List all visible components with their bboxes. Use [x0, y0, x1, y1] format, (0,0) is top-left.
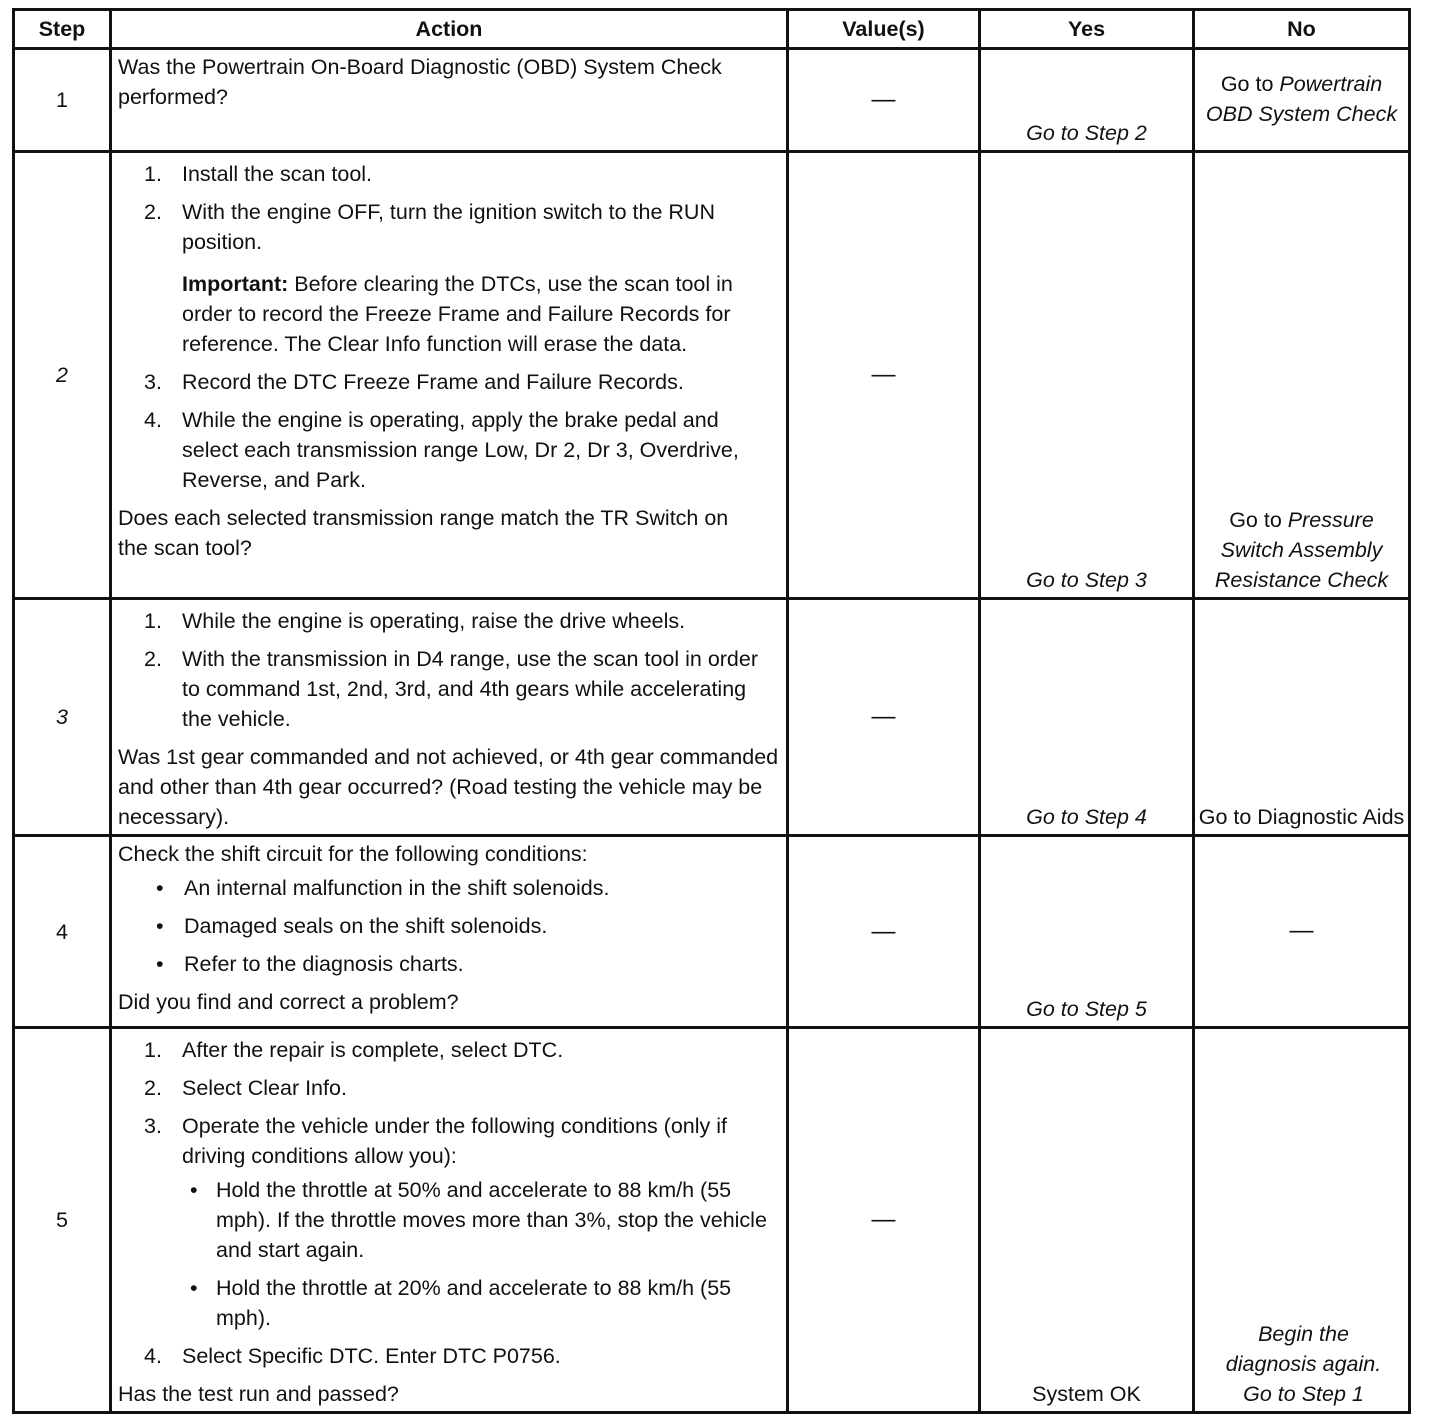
important-text: Before clearing the DTCs, use the scan tool in order to record the Freeze Frame and Failure Records for reference. The Clear Info function will erase the data. [182, 272, 733, 356]
action-steps [118, 159, 780, 495]
yes-cell[interactable] [980, 152, 1194, 599]
no-cell: — [1194, 836, 1410, 1028]
no-cell[interactable] [1194, 1028, 1410, 1413]
diagnostic-table-sheet [12, 8, 1408, 1410]
value-cell: — [788, 599, 980, 836]
no-link[interactable]: Pressure Switch Assembly Resistance Check [1214, 508, 1389, 592]
list-item: 1. While the engine is operating, raise the drive wheels. [144, 609, 686, 633]
header-row [14, 10, 1410, 49]
list-item: • An internal malfunction in the shift solenoids. [156, 876, 610, 900]
list-item: 3. Record the DTC Freeze Frame and Failure Records. [144, 370, 684, 394]
diagnostic-table [12, 8, 1411, 1414]
value-cell: — [788, 1028, 980, 1413]
step-number: 3 [14, 599, 111, 836]
yes-cell [980, 1028, 1194, 1413]
header-values: Value(s) [788, 10, 980, 49]
action-steps [118, 606, 780, 734]
yes-cell[interactable] [980, 599, 1194, 836]
table-row-step-5 [14, 1028, 1410, 1413]
table-row-step-1 [14, 49, 1410, 152]
list-item: • Damaged seals on the shift solenoids. [156, 914, 548, 938]
action-question: Has the test run and passed? [118, 1382, 399, 1406]
yes-link[interactable]: Go to Step 2 [1026, 121, 1147, 145]
value-cell: — [788, 49, 980, 152]
no-link[interactable]: Go to Diagnostic Aids [1198, 805, 1405, 829]
table-row-step-3 [14, 599, 1410, 836]
condition-list [118, 873, 780, 979]
no-link[interactable]: Powertrain OBD System Check [1205, 72, 1398, 126]
step-number: 5 [14, 1028, 111, 1413]
action-cell [111, 1028, 788, 1413]
list-item: 4. While the engine is operating, apply the brake pedal and select each transmission range Low, Dr 2, Dr 3, Overdrive, Reverse, and Park. [144, 408, 739, 492]
yes-result: System OK [1032, 1382, 1141, 1406]
header-action: Action [111, 10, 788, 49]
list-item: • Hold the throttle at 20% and accelerate to 88 km/h (55 mph). [190, 1276, 732, 1330]
value-cell: — [788, 836, 980, 1028]
no-cell[interactable] [1194, 49, 1410, 152]
list-item: 4. Select Specific DTC. Enter DTC P0756. [144, 1344, 561, 1368]
action-question: Was 1st gear commanded and not achieved, or 4th gear commanded and other than 4th gear occurred? (Road testing the vehicle may be necessary). [118, 745, 779, 829]
no-cell[interactable] [1194, 599, 1410, 836]
value-cell: — [788, 152, 980, 599]
header-no: No [1194, 10, 1410, 49]
list-item: 2. With the engine OFF, turn the ignition switch to the RUN position. Important: Before clearing the DTCs, use the scan tool in order to record the Freeze Frame and Failure Records for reference. The Clear Info function will erase the data. [118, 197, 780, 359]
important-label: Important: [182, 272, 289, 296]
header-step: Step [14, 10, 111, 49]
list-item: 1. After the repair is complete, select DTC. [144, 1038, 564, 1062]
yes-cell[interactable] [980, 836, 1194, 1028]
list-item: • Refer to the diagnosis charts. [156, 952, 464, 976]
step-number: 4 [14, 836, 111, 1028]
step-number: 2 [14, 152, 111, 599]
action-cell [111, 152, 788, 599]
table-row-step-2 [14, 152, 1410, 599]
list-item: • Hold the throttle at 50% and accelerate to 88 km/h (55 mph). If the throttle moves more than 3%, stop the vehicle and start again. [190, 1178, 767, 1262]
no-cell[interactable] [1194, 152, 1410, 599]
action-question: Was the Powertrain On-Board Diagnostic (OBD) System Check performed? [118, 55, 722, 109]
list-item: 3. Operate the vehicle under the following conditions (only if driving conditions allow you): • Hold the throttle at 50% and accelerate to 88 km/h (55 mph). If the throttle moves more than 3%, stop the vehicle and start again. • Hold the throttle at 20% and accelerate to 88 km/h (55 mph). [118, 1111, 780, 1333]
action-question: Does each selected transmission range match the TR Switch on the scan tool? [118, 506, 729, 560]
important-note [182, 269, 780, 359]
driving-conditions-list [182, 1175, 780, 1333]
yes-link[interactable]: Go to Step 5 [1026, 997, 1147, 1021]
action-cell [111, 836, 788, 1028]
action-question: Did you find and correct a problem? [118, 990, 459, 1014]
action-steps [118, 1035, 780, 1371]
yes-link[interactable]: Go to Step 3 [1026, 568, 1147, 592]
list-item: 2. Select Clear Info. [144, 1076, 347, 1100]
step-number: 1 [14, 49, 111, 152]
table-row-step-4 [14, 836, 1410, 1028]
header-yes: Yes [980, 10, 1194, 49]
action-cell [111, 49, 788, 152]
no-prefix: Go to [1229, 508, 1282, 532]
list-item: 2. With the transmission in D4 range, use the scan tool in order to command 1st, 2nd, 3rd, and 4th gears while accelerating the vehicle. [144, 647, 759, 731]
list-item: 1. Install the scan tool. [144, 162, 373, 186]
action-cell [111, 599, 788, 836]
yes-link[interactable]: Go to Step 4 [1026, 805, 1147, 829]
no-link[interactable]: Begin the diagnosis again. Go to Step 1 [1225, 1322, 1382, 1406]
yes-cell[interactable] [980, 49, 1194, 152]
action-intro: Check the shift circuit for the following conditions: [118, 842, 588, 866]
no-prefix: Go to [1220, 72, 1274, 96]
